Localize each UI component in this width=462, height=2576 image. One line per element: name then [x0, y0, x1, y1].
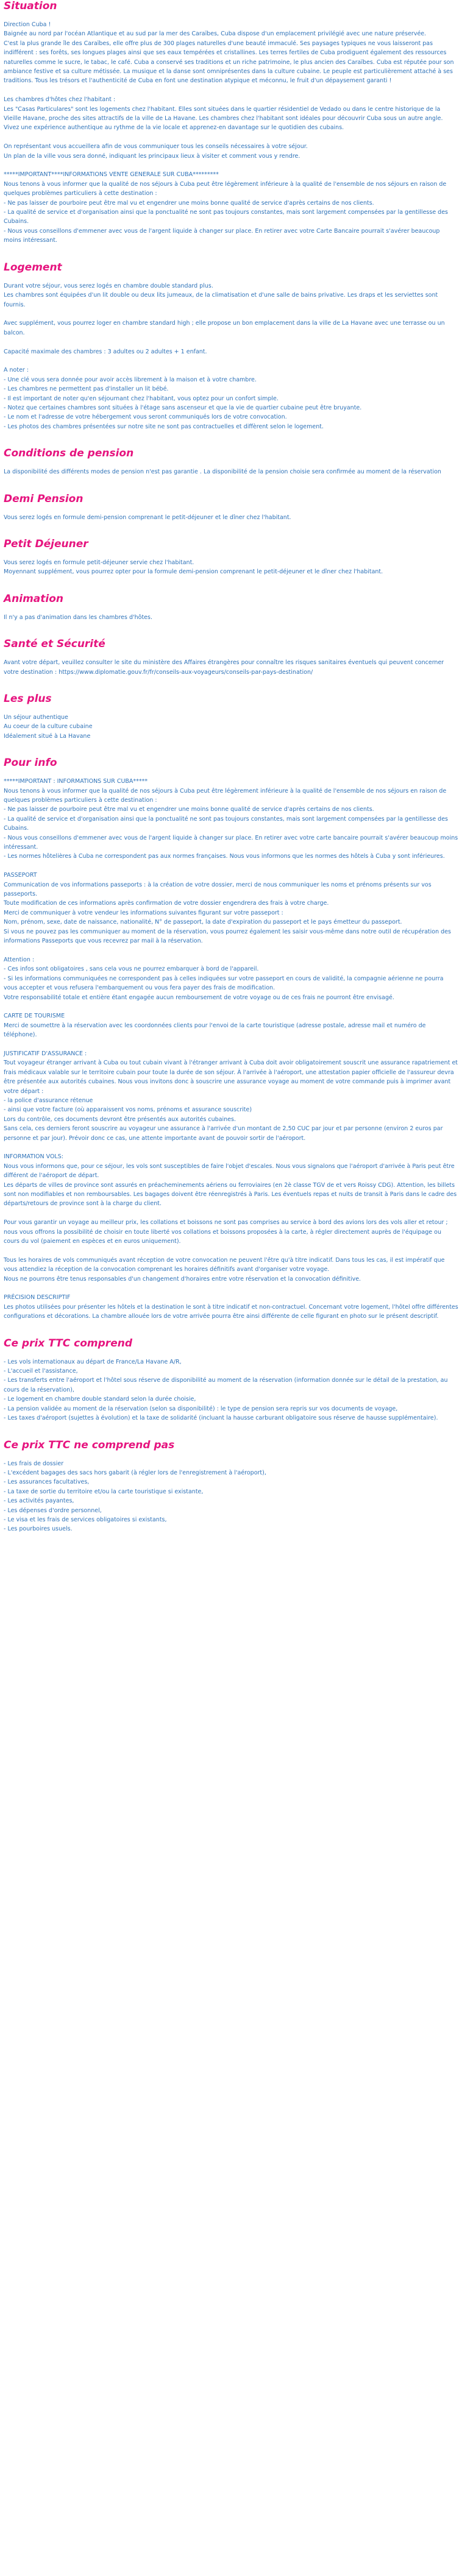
- paragraph: Tous les horaires de vols communiqués avant réception de votre convocation ne peuvent l'être qu'à titre indicatif. Dans tous les cas, il est impératif que vous attendiez la réception de la convocation comprenant les horaires définitifs avant d'organiser votre voyage.: [4, 1256, 445, 1273]
- paragraph: *****IMPORTANT : INFORMATIONS SUR CUBA*****: [4, 778, 148, 785]
- section-title: Demi Pension: [4, 492, 84, 505]
- paragraph: La disponibilité des différents modes de pension n'est pas garantie . La disponibilité de la pension choisie sera confirmée au moment de la réservation: [4, 469, 441, 476]
- paragraph: - Ne pas laisser de pourboire peut être mal vu et engendrer une moins bonne qualité de service d'après certains de nos clients.: [4, 199, 374, 207]
- paragraph: PASSEPORT: [4, 872, 37, 879]
- paragraph: Durant votre séjour, vous serez logés en chambre double standard plus.: [4, 282, 213, 289]
- paragraph: - Les assurances facultatives,: [4, 1479, 90, 1486]
- section-body: [4, 777, 458, 1321]
- paragraph: Il n'y a pas d'animation dans les chambres d'hôtes.: [4, 614, 152, 621]
- paragraph: - Le visa et les frais de services obligatoires si existants,: [4, 1516, 167, 1523]
- paragraph: Communication de vos informations passeports : à la création de votre dossier, merci de nous communiquer les noms et prénoms présents sur vos passeports.: [4, 881, 432, 898]
- paragraph: Nous vous informons que, pour ce séjour, les vols sont susceptibles de faire l'objet d'escales. Nous vous signalons que l'aéroport d'arrivée à Paris peut être différent de l'aéroport de départ.: [4, 1162, 455, 1180]
- paragraph: JUSTIFICATIF D'ASSURANCE :: [4, 1050, 87, 1057]
- paragraph: - ainsi que votre facture (où apparaissent vos noms, prénoms et assurance souscrite): [4, 1106, 252, 1114]
- paragraph: - Les taxes d'aéroport (sujettes à évolution) et la taxe de solidarité (incluant la hausse carburant obligatoire sous réserve de hausse supplémentaire).: [4, 1415, 438, 1422]
- paragraph: Nous tenons à vous informer que la qualité de nos séjours à Cuba peut être légèrement inférieure à la qualité de l'ensemble de nos séjours en raison de quelques problèmes particuliers à cette destination :: [4, 787, 447, 804]
- paragraph: - Si les informations communiquées ne correspondent pas à celles indiquées sur votre passeport en cours de validité, la compagnie aérienne ne pourra vous accepter et vous refusera l'embarquement ou vous fera payer des frais de modification.: [4, 975, 444, 992]
- paragraph: Baignée au nord par l'océan Atlantique et au sud par la mer des Caraïbes, Cuba dispose d'un emplacement privilégié avec une nature préservée.: [4, 30, 427, 38]
- paragraph: CARTE DE TOURISME: [4, 1013, 65, 1020]
- section-title: Santé et Sécurité: [4, 638, 105, 651]
- paragraph: Si vous ne pouvez pas les communiquer au moment de la réservation, vous pourrez également les saisir vous-même dans notre outil de récupération des informations Passeports que vous recevrez par mail à la réservation.: [4, 928, 451, 945]
- paragraph: Direction Cuba !: [4, 21, 51, 28]
- section-sante-et-securite: [4, 638, 458, 677]
- section-ce-prix-ttc-ne-comprend-pas: [4, 1439, 458, 1534]
- section-title: Ce prix TTC ne comprend pas: [4, 1438, 175, 1451]
- paragraph: - Il est important de noter qu'en séjournant chez l'habitant, vous optez pour un confort simple.: [4, 395, 279, 402]
- section-body: [4, 281, 458, 431]
- paragraph: - Les transferts entre l'aéroport et l'hôtel sous réserve de disponibilité au moment de la réservation (information donnée sur le détail de la prestation, au cours de la réservation),: [4, 1377, 448, 1393]
- paragraph: - Les normes hôtelières à Cuba ne correspondent pas aux normes françaises. Nous vous informons que les normes des hôtels à Cuba y sont inférieures.: [4, 853, 445, 860]
- paragraph: - Notez que certaines chambres sont situées à l'étage sans ascenseur et que la vie de quartier cubaine peut être bruyante.: [4, 404, 362, 411]
- paragraph: - Ne pas laisser de pourboire peut être mal vu et engendrer une moins bonne qualité de service d'après certains de nos clients.: [4, 806, 374, 813]
- section-petit-dejeuner: [4, 538, 458, 577]
- section-body: [4, 467, 458, 476]
- paragraph: - Les chambres ne permettent pas d'installer un lit bébé.: [4, 386, 169, 393]
- paragraph: Attention :: [4, 956, 35, 963]
- section-body: [4, 558, 458, 577]
- paragraph: - L'excédent bagages des sacs hors gabarit (à régler lors de l'enregistrement à l'aéroport),: [4, 1469, 266, 1476]
- paragraph: - La pension validée au moment de la réservation (selon sa disponibilité) : le type de pension sera repris sur vos documents de voyage,: [4, 1405, 398, 1412]
- paragraph: - Les photos des chambres présentées sur notre site ne sont pas contractuelles et diffèrent selon le logement.: [4, 423, 324, 430]
- paragraph: Toute modification de ces informations après confirmation de votre dossier engendrera des frais à votre charge.: [4, 900, 329, 907]
- paragraph: - Nous vous conseillons d'emmener avec vous de l'argent liquide à changer sur place. En retirer avec votre Carte Bancaire pourrait s'avérer beaucoup moins intéressant.: [4, 227, 440, 244]
- paragraph: Les chambres sont équipées d'un lit double ou deux lits jumeaux, de la climatisation et d'une salle de bains privative. Les draps et les serviettes sont fournis.: [4, 292, 438, 308]
- paragraph: Vous serez logés en formule demi-pension comprenant le petit-déjeuner et le dîner chez l'habitant.: [4, 514, 291, 521]
- paragraph: Nous tenons à vous informer que la qualité de nos séjours à Cuba peut être légèrement inférieure à la qualité de l'ensemble de nos séjours en raison de quelques problèmes particuliers à cette destination :: [4, 180, 447, 197]
- section-body: [4, 613, 458, 622]
- paragraph: - Ces infos sont obligatoires , sans cela vous ne pourrez embarquer à bord de l'appareil.: [4, 966, 259, 973]
- section-situation: [4, 0, 458, 246]
- section-logement: [4, 261, 458, 431]
- paragraph: A noter :: [4, 367, 29, 374]
- paragraph: - Le nom et l'adresse de votre hébergement vous seront communiqués lors de votre convocation.: [4, 414, 287, 421]
- paragraph: Vous serez logés en formule petit-déjeuner servie chez l'habitant.: [4, 559, 194, 566]
- paragraph: - Le logement en chambre double standard selon la durée choisie,: [4, 1396, 196, 1403]
- section-title: Conditions de pension: [4, 447, 134, 460]
- paragraph: Lors du contrôle, ces documents devront être présentés aux autorités cubaines.: [4, 1116, 236, 1123]
- paragraph: Les départs de villes de province sont assurés en préacheminements aériens ou ferroviaires (en 2è classe TGV de et vers Roissy CDG). Attention, les billets sont non modifiables et non remboursables. Les bagages doivent être réenregistrés à Paris. Les éventuels repas et nuits de transit à Paris dans le cadre des départs/retours de province sont à la charge du client.: [4, 1181, 457, 1208]
- paragraph: INFORMATION VOLS:: [4, 1153, 63, 1161]
- paragraph: Avant votre départ, veuillez consulter le site du ministère des Affaires étrangères pour connaître les risques sanitaires éventuels qui peuvent concerner votre destination : https://www.diplomatie.gouv.fr/fr/conseils-aux-voyageurs/conseils-par-pays-destination/: [4, 659, 444, 676]
- paragraph: C'est la plus grande île des Caraïbes, elle offre plus de 300 plages naturelles d'une beauté immaculé. Ses paysages typiques ne vous laisseront pas indifférent : ses forêts, ses longues plages ainsi que ses eaux tempérées et cristallines. Les terres fertiles de Cuba prodiguent également des ressources naturelles comme le sucre, le tabac, le café. Cuba a conservé ses traditions et un riche patrimoine, le plus ancien des Caraïbes. Cuba est réputée pour son ambiance festive et sa culture métissée. La musique et la danse sont omniprésentes dans la culture cubaine. Le peuple est particulièrement attaché à ses traditions. Tous les trésors et l'authenticité de Cuba en font une destination atypique et méconnu, le fruit d'un dépaysement garanti !: [4, 40, 454, 85]
- paragraph: On représentant vous accueillera afin de vous communiquer tous les conseils nécessaires à votre séjour.: [4, 143, 308, 150]
- paragraph: - L'accueil et l'assistance,: [4, 1368, 78, 1375]
- section-ce-prix-ttc-comprend: [4, 1337, 458, 1423]
- section-demi-pension: [4, 493, 458, 522]
- section-body: [4, 20, 458, 246]
- paragraph: Idéalement situé à La Havane: [4, 732, 91, 740]
- paragraph: - Les frais de dossier: [4, 1460, 64, 1467]
- paragraph: Merci de communiquer à votre vendeur les informations suivantes figurant sur votre passeport :: [4, 909, 283, 916]
- paragraph: PRÉCISION DESCRIPTIF: [4, 1294, 71, 1301]
- section-pour-info: [4, 757, 458, 1321]
- paragraph: Les "Casas Particulares" sont les logements chez l'habitant. Elles sont situées dans le quartier résidentiel de Vedado ou dans le centre historique de la Vieille Havane, proche des sites attractifs de la ville de La Havane. Les chambres chez l'habitant sont idéales pour découvrir Cuba sous un autre angle. Vivez une expérience authentique au rythme de la vie locale et apprenez-en davantage sur le quotidien des cubains.: [4, 105, 443, 132]
- paragraph: Au coeur de la culture cubaine: [4, 723, 93, 731]
- section-body: [4, 658, 458, 677]
- paragraph: - Les dépenses d'ordre personnel,: [4, 1507, 102, 1514]
- paragraph: Sans cela, ces derniers feront souscrire au voyageur une assurance à l'arrivée d'un montant de 2,50 CUC par jour et par personne (environ 2 euros par personne et par jour). Prévoir donc ce cas, une attente importante avant de pouvoir sortir de l'aéroport.: [4, 1125, 443, 1142]
- section-body: [4, 1357, 458, 1423]
- section-les-plus: [4, 693, 458, 741]
- paragraph: *****IMPORTANT****INFORMATIONS VENTE GENERALE SUR CUBA*********: [4, 171, 219, 179]
- paragraph: - La qualité de service et d'organisation ainsi que la ponctualité ne sont pas toujours constantes, mais sont largement compensées par la gentillesse des Cubains.: [4, 815, 449, 832]
- section-animation: [4, 593, 458, 622]
- paragraph: - la police d'assurance rétenue: [4, 1097, 93, 1104]
- section-title: Petit Déjeuner: [4, 537, 88, 550]
- section-body: [4, 713, 458, 741]
- paragraph: Pour vous garantir un voyage au meilleur prix, les collations et boissons ne sont pas comprises au service à bord des avions lors des vols aller et retour ; nous vous offrons la possibilité de choisir en toute liberté vos collations et boissons proposées à la carte, à régler directement auprès de l'équipage ou cours du vol (paiement en espèces et en euros uniquement).: [4, 1219, 448, 1245]
- section-title: Logement: [4, 261, 62, 274]
- paragraph: Nous ne pourrons être tenus responsables d'un changement d'horaires entre votre réservation et la convocation définitive.: [4, 1275, 361, 1283]
- paragraph: Capacité maximale des chambres : 3 adultes ou 2 adultes + 1 enfant.: [4, 348, 207, 355]
- paragraph: Moyennant supplément, vous pourrez opter pour la formule demi-pension comprenant le petit-déjeuner et le dîner chez l'habitant.: [4, 568, 383, 576]
- paragraph: Avec supplément, vous pourrez loger en chambre standard high ; elle propose un bon emplacement dans la ville de La Havane avec une terrasse ou un balcon.: [4, 320, 445, 336]
- paragraph: - Les activités payantes,: [4, 1498, 74, 1505]
- paragraph: Votre responsabilité totale et entière étant engagée aucun remboursement de votre voyage ou de ces frais ne pourront être envisagé.: [4, 994, 394, 1001]
- paragraph: Un séjour authentique: [4, 714, 68, 721]
- section-body: [4, 513, 458, 522]
- paragraph: - La taxe de sortie du territoire et/ou la carte touristique si existante,: [4, 1488, 204, 1495]
- paragraph: - Les pourboires usuels.: [4, 1526, 73, 1533]
- paragraph: - La qualité de service et d'organisation ainsi que la ponctualité ne sont pas toujours constantes, mais sont largement compensées par la gentillesse des Cubains.: [4, 209, 449, 225]
- paragraph: Nom, prénom, sexe, date de naissance, nationalité, N° de passeport, la date d'expiration du passeport et le pays émetteur du passeport.: [4, 919, 402, 926]
- paragraph: Les photos utilisées pour présenter les hôtels et la destination le sont à titre indicatif et non-contractuel. Concernant votre logement, l'hôtel offre différentes configurations et décorations. La chambre allouée lors de votre arrivée pourra être ainsi différente de celle figurant en photo sur le présent descriptif.: [4, 1303, 458, 1320]
- section-title: Les plus: [4, 693, 52, 705]
- section-title: Pour info: [4, 757, 57, 770]
- paragraph: Tout voyageur étranger arrivant à Cuba ou tout cubain vivant à l'étranger arrivant à Cuba doit avoir obligatoirement souscrit une assurance rapatriement et frais médicaux valable sur le territoire cubain pour toute la durée de son séjour. À l'arrivée à l'aéroport, une attestation papier officielle de l'assureur devra être présentée aux autorités cubaines. Nous vous invitons donc à souscrire une assurance voyage au moment de votre commande puis à imprimer avant votre départ :: [4, 1060, 458, 1095]
- paragraph: Un plan de la ville vous sera donné, indiquant les principaux lieux à visiter et comment vous y rendre.: [4, 152, 300, 160]
- paragraph: - Une clé vous sera donnée pour avoir accès librement à la maison et à votre chambre.: [4, 376, 257, 383]
- section-body: [4, 1459, 458, 1534]
- paragraph: Les chambres d'hôtes chez l'habitant :: [4, 96, 116, 104]
- section-title: Ce prix TTC comprend: [4, 1337, 132, 1350]
- paragraph: - Les vols internationaux au départ de France/La Havane A/R,: [4, 1358, 182, 1365]
- section-title: Animation: [4, 592, 64, 605]
- paragraph: - Nous vous conseillons d'emmener avec vous de l'argent liquide à changer sur place. En retirer avec votre carte bancaire pourrait s'avérer beaucoup moins intéressant.: [4, 834, 458, 851]
- section-conditions-de-pension: [4, 447, 458, 476]
- section-title: Situation: [4, 0, 57, 12]
- paragraph: Merci de soumettre à la réservation avec les coordonnées clients pour l'envoi de la carte touristique (adresse postale, adresse mail et numéro de téléphone).: [4, 1022, 426, 1039]
